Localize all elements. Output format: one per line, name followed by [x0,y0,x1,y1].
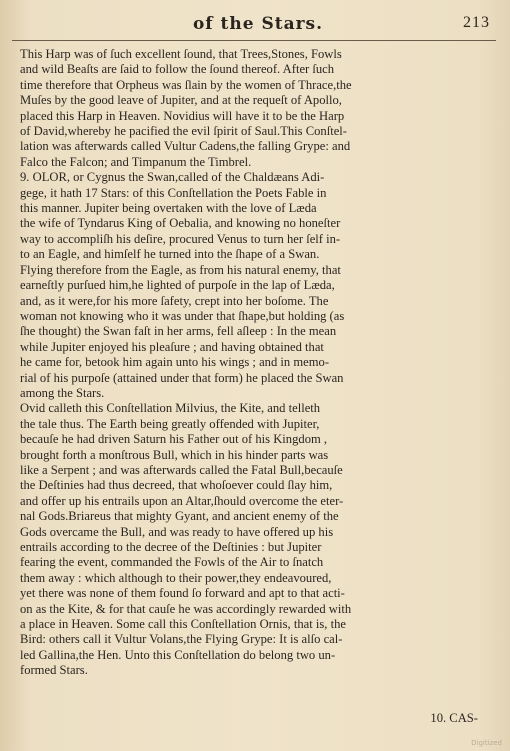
text-line: them away : which although to their power,they endeavoured, [20,570,332,585]
text-line: entrails according to the decree of the Deſtinies : but Jupiter [20,540,322,554]
text-line: among the Stars. [20,385,105,400]
text-line: Flying therefore from the Eagle, as from his natural enemy, that [20,262,341,277]
text-line: time therefore that Orpheus was ſlain by the women of Thrace,the [20,77,352,92]
text-line: of David,whereby he pacified the evil ſpirit of Saul.This Conſtel- [20,124,348,139]
text-line: gege, it hath 17 Stars: of this Conſtellation the Poets Fable in [20,185,327,200]
text-line: Falco the Falcon; and Timpanum the Timbrel. [20,154,252,169]
text-line: This Harp was of ſuch excellent ſound, that Trees,Stones, Fowls [20,47,342,61]
text-line: while Jupiter enjoyed his pleaſure ; and having obtained that [20,339,324,354]
text-line: fearing the event, commanded the Fowls of the Air to ſnatch [20,555,324,570]
text-line: woman not knowing who it was under that ſhape,but holding (as [20,308,345,323]
text-line: and, as it were,for his more ſafety, crept into her boſome. The [20,293,329,308]
page-number: 213 [463,14,490,31]
text-line: the tale thus. The Earth being greatly offended with Jupiter, [20,416,320,431]
text-line: 9. OLOR, or Cygnus the Swan,called of the Chaldæans Adi- [20,170,325,185]
header-rule [12,40,496,41]
text-line: Bird: others call it Vultur Volans,the Flying Grype: It is alſo cal- [20,632,343,647]
text-line: led Gallina,the Hen. Unto this Conſtellation do belong two un- [20,647,336,662]
text-body [20,47,496,679]
text-line: Gods overcame the Bull, and was ready to have offered up his [20,524,334,539]
text-line: rial of his purpoſe (attained under that form) he placed the Swan [20,370,344,385]
text-line: on as the Kite, & for that cauſe he was accordingly rewarded with [20,601,352,616]
text-line: lation was afterwards called Vultur Cadens,the falling Grype: and [20,139,351,154]
text-line: brought forth a monſtrous Bull, which in his hinder parts was [20,447,329,462]
text-line: Muſes by the good leave of Jupiter, and at the requeſt of Apollo, [20,93,342,108]
text-line: a place in Heaven. Some call this Conſtellation Ornis, that is, the [20,617,346,632]
text-line: becauſe he had driven Saturn his Father out of his Kingdom , [20,432,328,447]
watermark: Digitized [471,739,502,747]
text-line: he came for, betook him again unto his wings ; and in memo- [20,355,330,370]
text-line: nal Gods.Briareus that mighty Gyant, and ancient enemy of the [20,509,339,524]
catchword: 10. CAS- [430,711,478,725]
text-line: ſhe thought) the Swan faſt in her arms, fell aſleep : In the mean [20,324,337,339]
text-line: to an Eagle, and himſelf he turned into the ſhape of a Swan. [20,247,320,262]
text-line: this manner. Jupiter being overtaken with the love of Læda [20,201,317,216]
text-line: yet there was none of them found ſo forward and apt to that acti- [20,586,345,601]
text-line: earneſtly purſued him,he lighted of purpoſe in the lap of Læda, [20,278,335,293]
text-line: like a Serpent ; and was afterwards called the Fatal Bull,becauſe [20,462,343,477]
page-header [20,14,496,40]
text-line: way to accompliſh his deſire, procured Venus to turn her ſelf in- [20,231,341,246]
text-line: formed Stars. [20,663,88,678]
text-line: and offer up his entrails upon an Altar,ſhould overcome the eter- [20,493,344,508]
text-line: the Deſtinies had thus decreed, that whoſoever could ſlay him, [20,478,333,493]
text-line: the wife of Tyndarus King of Oebalia, and knowing no honeſter [20,216,341,231]
text-line: and wild Beaſts are ſaid to follow the ſound thereof. After ſuch [20,62,335,77]
text-line: Ovid calleth this Conſtellation Milvius, the Kite, and telleth [20,401,321,416]
running-head: of the Stars. [192,14,324,34]
text-line: placed this Harp in Heaven. Novidius will have it to be the Harp [20,108,345,123]
